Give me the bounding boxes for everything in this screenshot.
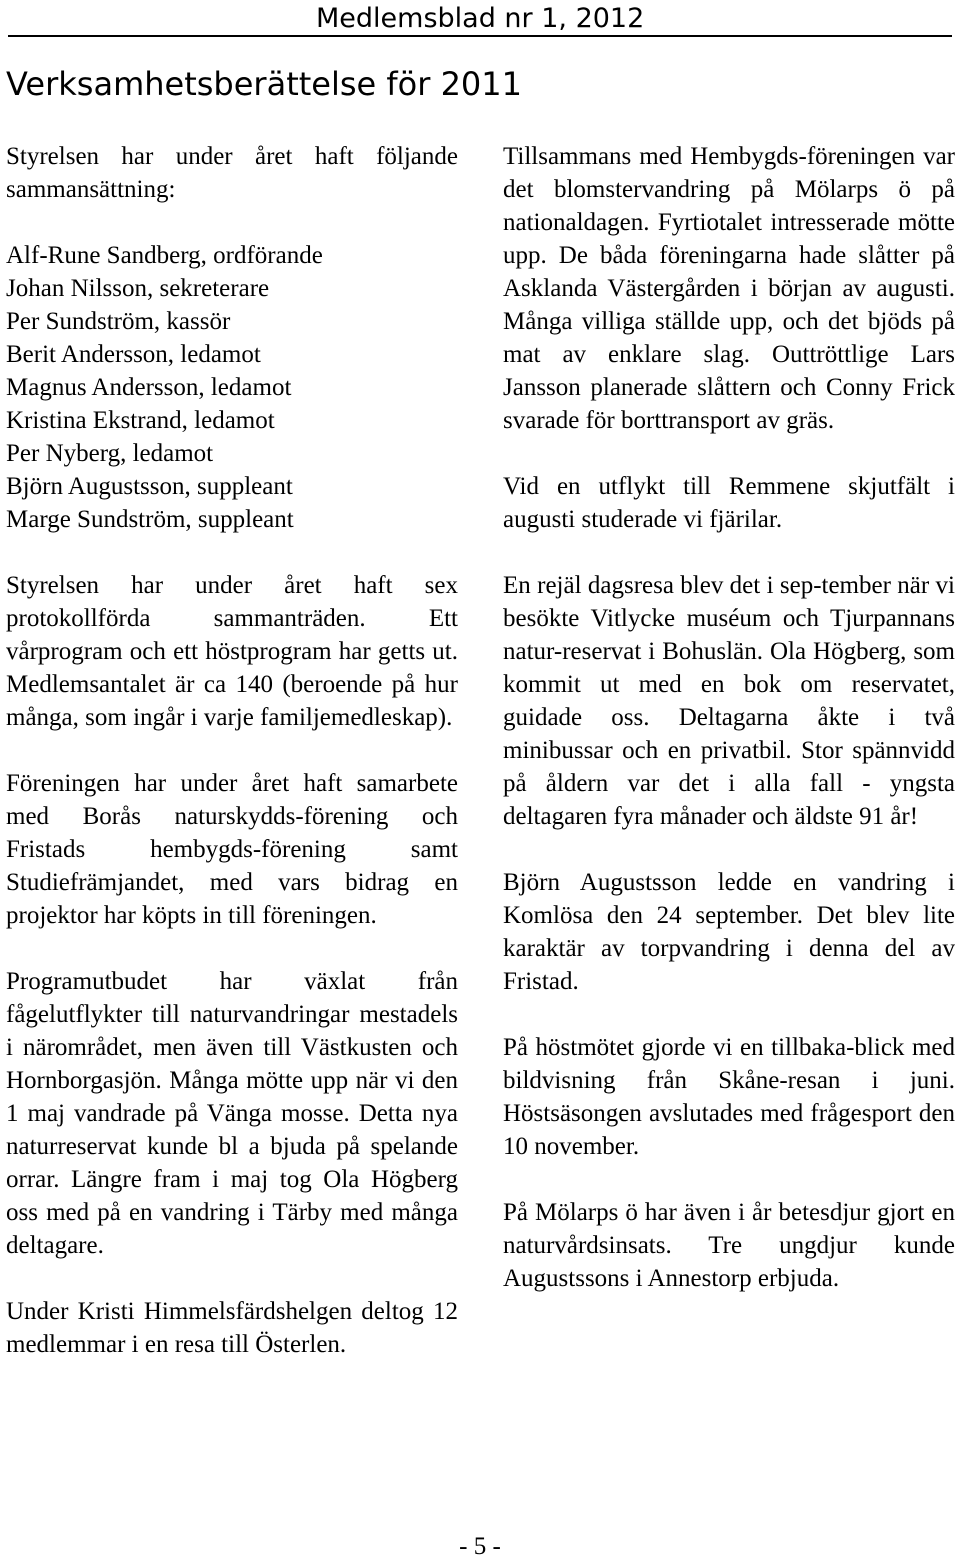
board-member: Alf-Rune Sandberg, ordförande — [6, 242, 323, 269]
board-member: Per Sundström, kassör — [6, 308, 231, 335]
body-paragraph: Under Kristi Himmelsfärdshelgen deltog 12 medlemmar i en resa till Österlen. — [6, 1298, 458, 1358]
header-rule — [8, 35, 952, 37]
board-member: Kristina Ekstrand, ledamot — [6, 407, 275, 434]
body-paragraph: På Mölarps ö har även i år betesdjur gjort en naturvårdsinsats. Tre ungdjur kunde Augustssons i Annestorp erbjuda. — [503, 1199, 955, 1292]
issue-label: Medlemsblad nr 1, 2012 — [316, 3, 645, 34]
body-paragraph: Björn Augustsson ledde en vandring i Komlösa den 24 september. Det blev lite karaktär av torpvandring i denna del av Fristad. — [503, 869, 955, 995]
body-paragraph: Föreningen har under året haft samarbete med Borås naturskydds-förening och Fristads hembygds-förening samt Studiefrämjandet, med vars bidrag en projektor har köpts in till föreningen. — [6, 770, 458, 929]
board-member-list — [6, 239, 458, 536]
board-member: Marge Sundström, suppleant — [6, 506, 294, 533]
right-column — [503, 140, 955, 1295]
board-member: Björn Augustsson, suppleant — [6, 473, 293, 500]
board-member: Berit Andersson, ledamot — [6, 341, 261, 368]
board-member: Magnus Andersson, ledamot — [6, 374, 292, 401]
page-title: Verksamhetsberättelse för 2011 — [6, 65, 522, 103]
body-paragraph: Styrelsen har under året haft sex protokollförda sammanträden. Ett vårprogram och ett höstprogram har getts ut. Medlemsantalet är ca 140 (beroende på hur många, som ingår i varje familjemedleskap). — [6, 572, 458, 731]
body-paragraph: Programutbudet har växlat från fågelutflykter till naturvandringar mestadels i närområdet, men även till Västkusten och Hornborgasjön. Många mötte upp när vi den 1 maj vandrade på Vänga mosse. Detta nya naturreservat kunde bl a bjuda på spelande orrar. Längre fram i maj tog Ola Högberg oss med på en vandring i Tärby med många deltagare. — [6, 968, 458, 1259]
body-paragraph: Vid en utflykt till Remmene skjutfält i augusti studerade vi fjärilar. — [503, 473, 955, 533]
board-member: Johan Nilsson, sekreterare — [6, 275, 270, 302]
left-column — [6, 140, 458, 1361]
board-member: Per Nyberg, ledamot — [6, 440, 214, 467]
page-number: - 5 - — [459, 1533, 501, 1560]
body-paragraph: På höstmötet gjorde vi en tillbaka-blick med bildvisning från Skåne-resan i juni. Höstsäsongen avslutades med frågesport den 10 november. — [503, 1034, 955, 1160]
intro-paragraph: Styrelsen har under året haft följande sammansättning: — [6, 143, 458, 203]
body-paragraph: Tillsammans med Hembygds-föreningen var det blomstervandring på Mölarps ö på nationaldagen. Fyrtiotalet intresserade mötte upp. De båda föreningarna hade slåtter på Asklanda Västergården i början av augusti. Många villiga ställde upp, och det bjöds på mat av enklare slag. Outtröttlige Lars Jansson planerade slåttern och Conny Frick svarade för borttransport av gräs. — [503, 143, 955, 434]
body-paragraph: En rejäl dagsresa blev det i sep-tember när vi besökte Vitlycke muséum och Tjurpannans natur-reservat i Bohuslän. Ola Högberg, som kommit ut med en bok om reservatet, guidade oss. Deltagarna åkte i två minibussar och en privatbil. Stor spännvidd på åldern var det i alla fall - yngsta deltagaren fyra månader och äldste 91 år! — [503, 572, 955, 830]
